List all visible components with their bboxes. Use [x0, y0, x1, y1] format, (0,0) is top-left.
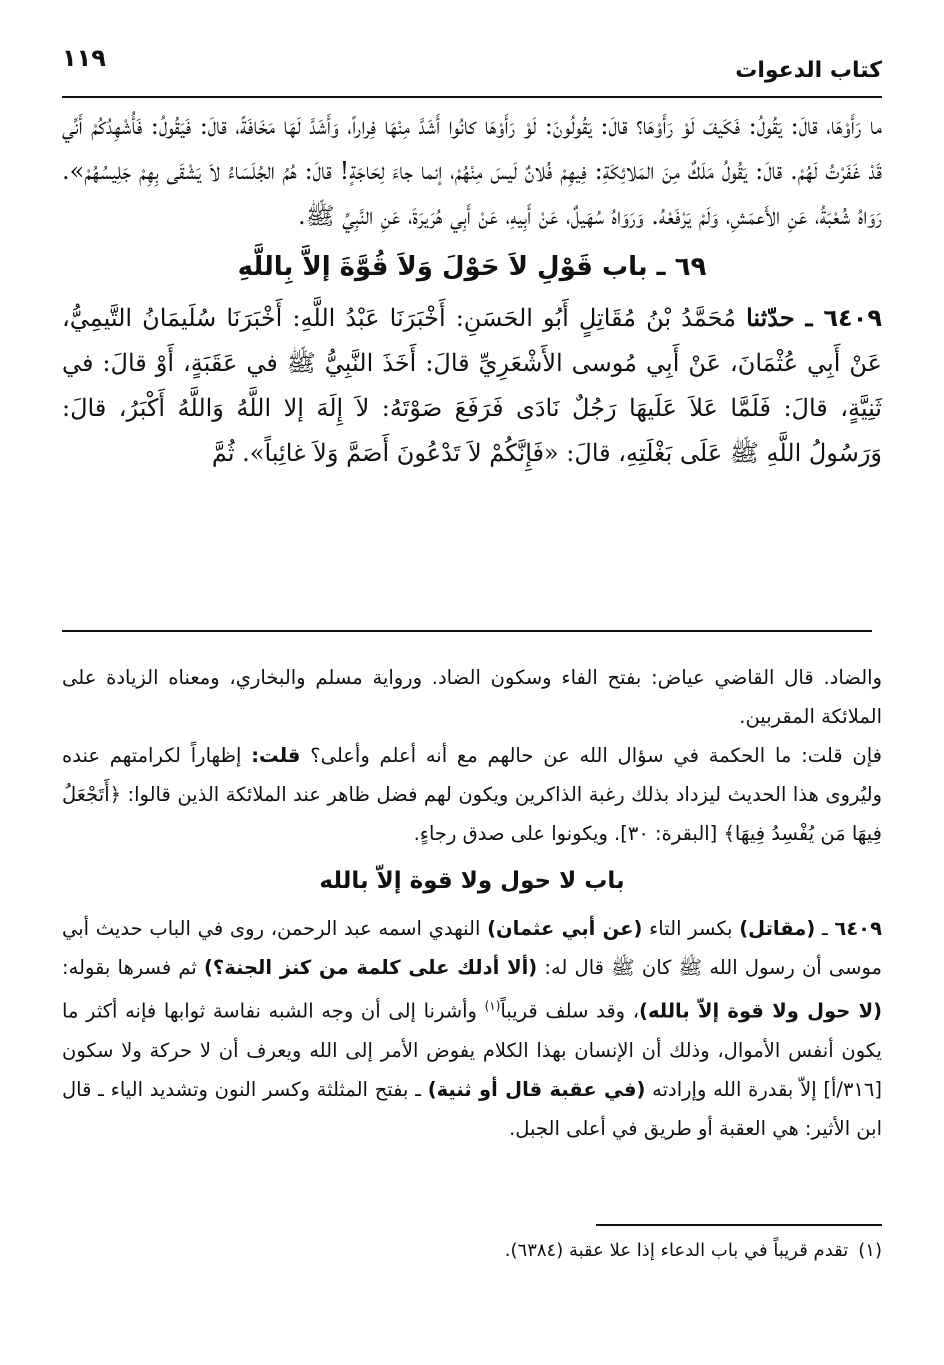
commentary-section [62, 658, 882, 1148]
main-text [62, 104, 882, 476]
hadith-paragraph [62, 295, 882, 476]
hadith-number: ٦٤٠٩ [823, 304, 882, 332]
commentary-text: ـ بفتح المثلثة وكسر النون وتشديد الياء ـ قال ابن الأثير: هي العقبة أو طريق في أعلى الجبل. [62, 1077, 882, 1140]
footnotes [62, 1236, 882, 1266]
commentary-text: ـ [815, 917, 835, 940]
commentary-divider [62, 630, 872, 632]
commentary-text: وأشرنا إلى أن وجه الشبه نفاسة ثوابها فإنه أكثر ما يكون أنفس الأموال، وذلك أن الإنسان بهذا الكلام يفوض الأمر إلى الله ويعرف أن لا حركة ولا سكون [٣١٦/أ] إلاّ بقدرة الله وإرادته [62, 999, 882, 1101]
commentary-bold-text: (عن أبي عثمان) [487, 917, 643, 940]
chapter-heading: ٦٩ ـ باب قَوْلِ لاَ حَوْلَ وَلاَ قُوَّةَ إلاَّ بِاللَّهِ [237, 252, 707, 282]
footnote-reference[interactable]: (١) [484, 999, 501, 1013]
footnote [62, 1236, 882, 1266]
hadith-intro: ـ حدّثنا [746, 303, 824, 332]
page-header [62, 44, 882, 98]
commentary-paragraph [62, 909, 882, 1148]
commentary-text: ، وقد سلف قريباً [500, 999, 640, 1023]
hadith-text: مُحَمَّدُ بْنُ مُقَاتِلٍ أَبُو الحَسَنِ: أَخْبَرَنَا عَبْدُ اللَّهِ: أَخْبَرَنَا سُلَيمَانُ التَّيمِيُّ، عَنْ أَبِي عُثْمَانَ، عَنْ أَبِي مُوسى الأَشْعَرِيِّ قالَ: أَخَذَ النَّبِيُّ ﷺ في عَقَبَةٍ، أَوْ قالَ: في ثَنِيَّةٍ، قالَ: فَلَمَّا عَلاَ عَلَيهَا رَجُلٌ نَادَى فَرَفَعَ صَوْتَهُ: لاَ إِلَهَ إلا اللَّهُ وَاللَّهُ أَكْبَرُ، قالَ: وَرَسُولُ اللَّهِ ﷺ عَلَى بَغْلَتِهِ، قالَ: «فَإِنَّكُمْ لاَ تَدْعُونَ أَصَمَّ وَلاَ غائِباً». ثُمَّ [62, 304, 882, 467]
main-paragraph: ما رَأَوْهَا، قالَ: يَقُولُ: فَكَيفَ لَوْ رَأَوْهَا؟ قالَ: يَقُولُونَ: لَوْ رَأَوْهَا كانُوا أَشَدَّ مِنْهَا فِراراً، وَأَشَدَّ لَهَا مَخَافَةً، قالَ: فَيَقُولُ: فَأُشْهِدُكُمْ أَنِّي قَدْ غَفَرْتُ لَهُمْ. قالَ: يَقُولُ مَلَكٌ مِنَ المَلائِكَةِ: فِيهِمْ فُلانٌ لَيسَ مِنْهُمْ، إنما جاءَ لِحَاجَةٍ! قالَ: هُمُ الجُلَسَاءُ لاَ يَشْقَى بِهِمْ جَلِيسُهُمْ». رَوَاهُ شُعْبَةُ، عَنِ الأَعمَشِ، وَلَمْ يَرْفَعْهُ. وَرَوَاهُ سُهَيلٌ، عَنْ أَبِيهِ، عَنْ أَبِي هُرَيرَةَ، عَنِ النَّبِيِّ ﷺ. [62, 112, 882, 230]
footnote-divider [596, 1224, 882, 1226]
commentary-subheading: باب لا حول ولا قوة إلاّ بالله [319, 868, 625, 894]
commentary-bold-text: (مقاتل) [739, 917, 816, 940]
commentary-text: إظهاراً لكرامتهم عنده وليُروى هذا الحديث ليزداد بذلك رغبة الذاكرين ويكون لهم فضل ظاهر عند الملائكة الذين قالوا: ﴿أَتَجْعَلُ فِيهَا مَن يُفْسِدُ فِيهَا﴾ [البقرة: ٣٠]. ويكونوا على صدق رجاءٍ. [62, 744, 882, 845]
running-title: كتاب الدعوات [735, 58, 882, 83]
commentary-text: فإن قلت: ما الحكمة في سؤال الله عن حالهم مع أنه أعلم وأعلى؟ [300, 744, 883, 767]
commentary-text: النهدي اسمه عبد الرحمن، روى في الباب حديث أبي موسى أن رسول الله ﷺ كان ﷺ قال له: [62, 917, 882, 979]
commentary-bold-text: قلت: [251, 744, 301, 767]
commentary-hadith-number: ٦٤٠٩ [834, 917, 882, 940]
commentary-bold-text: (في عقبة قال أو ثنية) [427, 1077, 646, 1101]
commentary-paragraph [62, 736, 882, 853]
commentary-paragraph: والضاد. قال القاضي عياض: بفتح الفاء وسكون الضاد. ورواية مسلم والبخاري، ومعناه الزيادة على الملائكة المقربين. [62, 666, 882, 728]
page-number: ١١٩ [62, 44, 106, 72]
commentary-bold-text: (لا حول ولا قوة إلاّ بالله) [639, 999, 882, 1023]
footnote-marker: (١) [858, 1240, 882, 1261]
commentary-text: ثم فسرها بقوله: [62, 956, 204, 979]
commentary-bold-text: (ألا أدلك على كلمة من كنز الجنة؟) [203, 956, 538, 979]
footnote-text: تقدم قريباً في باب الدعاء إذا علا عقبة (٦٣٨٤). [504, 1240, 849, 1261]
commentary-text: بكسر التاء [642, 917, 740, 940]
